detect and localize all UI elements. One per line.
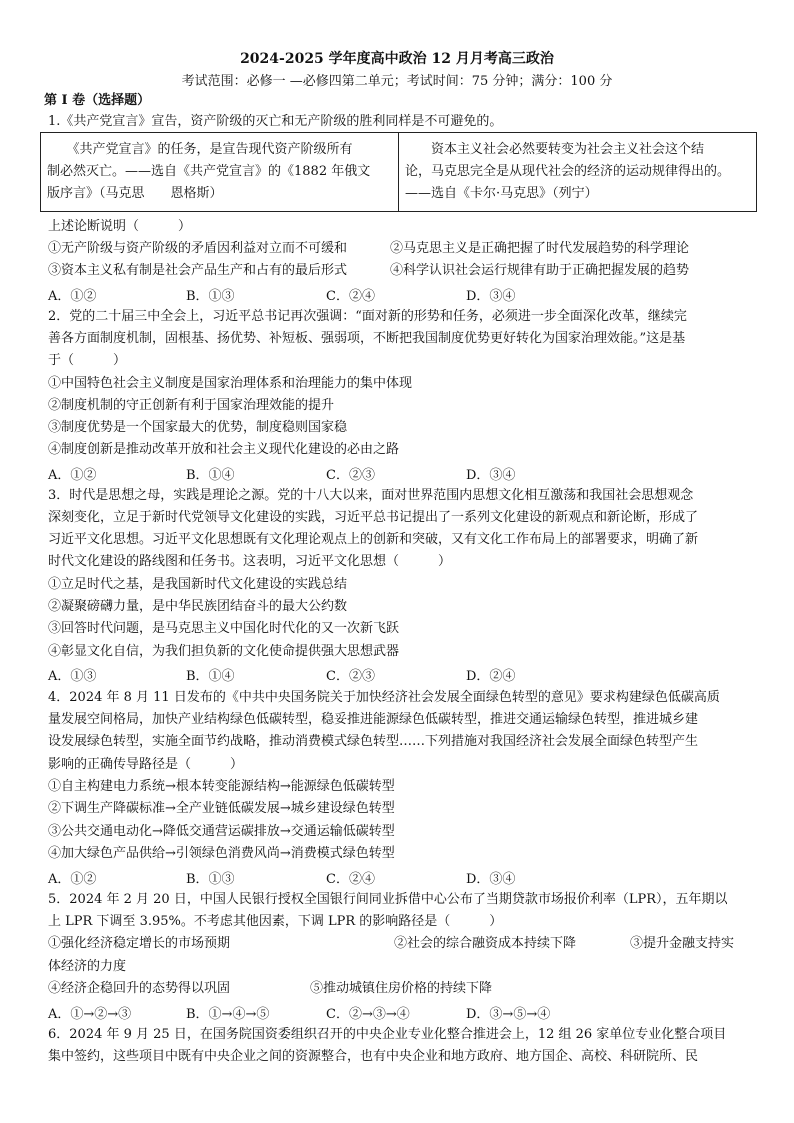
q1-quote-left-line: 制必然灭亡。——选自《共产党宣言》的《1882 年俄文 <box>47 164 371 179</box>
q2-stem-line: 善各方面制度机制，固根基、扬优势、补短板、强弱项，不断把我国制度优势更好转化为国家治理效能。”这是基 <box>48 331 686 346</box>
q5-option-a[interactable]: A．①→②→③ <box>48 1007 132 1022</box>
q4-item: ②下调生产降碳标准→全产业链低碳发展→城乡建设绿色转型 <box>48 801 395 816</box>
q1-quote-left <box>47 139 392 205</box>
q1-item: ③资本主义私有制是社会产品生产和占有的最后形式 <box>48 263 348 278</box>
q1-quote-left-line: 《共产党宣言》的任务，是宣告现代资产阶级所有 <box>47 142 353 157</box>
q1-quote-left-line: 版序言》（马克思 恩格斯） <box>47 186 223 201</box>
q1-quote-right <box>405 139 750 205</box>
q4-stem-line: 影响的正确传导路径是（ ） <box>48 757 244 772</box>
q4-item: ①自主构建电力系统→根本转变能源结构→能源绿色低碳转型 <box>48 779 395 794</box>
q2-option-c[interactable]: C．②③ <box>326 468 375 483</box>
q5-item: ⑤推动城镇住房价格的持续下降 <box>310 981 493 996</box>
q5-option-d[interactable]: D．③→⑤→④ <box>466 1007 551 1022</box>
exam-subtitle: 考试范围：必修一 —必修四第二单元；考试时间：75 分钟；满分：100 分 <box>181 74 613 89</box>
q5-options <box>48 1003 748 1021</box>
q3-item: ④彰显文化自信，为我们担负新的文化使命提供强大思想武器 <box>48 644 400 659</box>
q1-item: ②马克思主义是正确把握了时代发展趋势的科学理论 <box>390 241 690 256</box>
q1-stem: 1.《共产党宣言》宣告，资产阶级的灭亡和无产阶级的胜利同样是不可避免的。 <box>48 114 503 129</box>
q4-item: ③公共交通电动化→降低交通营运碳排放→交通运输低碳转型 <box>48 824 395 839</box>
q1-item: ④科学认识社会运行规律有助于正确把握发展的趋势 <box>390 263 690 278</box>
q5-items-row <box>48 980 758 998</box>
q5-item: ②社会的综合融资成本持续下降 <box>394 936 577 951</box>
q3-stem-line: 时代文化建设的路线图和任务书。这表明，习近平文化思想（ ） <box>48 554 452 569</box>
q1-quote-right-line: 论，马克思完全是从现代社会的经济的运动规律得出的。 <box>405 164 731 179</box>
q5-item: ①强化经济稳定增长的市场预期 <box>48 936 231 951</box>
q5-item: ③提升金融支持实 <box>630 936 735 951</box>
q2-item: ④制度创新是推动改革开放和社会主义现代化建设的必由之路 <box>48 442 400 457</box>
q1-quote-right-line: 资本主义社会必然要转变为社会主义社会这个结 <box>405 142 705 157</box>
q2-options <box>48 464 748 482</box>
q1-option-c[interactable]: C．②④ <box>326 289 375 304</box>
q1-quote-right-line: ——选自《卡尔·马克思》（列宁） <box>405 186 598 201</box>
q4-option-a[interactable]: A．①② <box>48 872 97 887</box>
exam-title: 2024-2025 学年度高中政治 12 月月考高三政治 <box>240 51 554 67</box>
q1-option-b[interactable]: B．①③ <box>186 289 235 304</box>
q4-stem-line: 4．2024 年 8 月 11 日发布的《中共中央国务院关于加快经济社会发展全面绿色转型的意见》要求构建绿色低碳高质 <box>48 690 720 705</box>
q2-stem-line: 于（ ） <box>48 353 127 368</box>
q3-stem-line: 习近平文化思想。习近平文化思想既有文化理论观点上的创新和突破，又有文化工作布局上的部署要求，明确了新 <box>48 532 699 547</box>
q1-items-row <box>48 262 758 280</box>
q6-stem-line: 集中签约，这些项目中既有中央企业之间的资源整合，也有中央企业和地方政府、地方国企、高校、科研院所、民 <box>48 1049 699 1064</box>
q1-option-d[interactable]: D．③④ <box>466 289 516 304</box>
q1-option-a[interactable]: A．①② <box>48 289 97 304</box>
q1-box-divider <box>398 133 399 211</box>
q5-items-row <box>48 935 758 953</box>
q2-option-b[interactable]: B．①④ <box>186 468 235 483</box>
q2-item: ②制度机制的守正创新有利于国家治理效能的提升 <box>48 398 335 413</box>
q1-item: ①无产阶级与资产阶级的矛盾因利益对立而不可缓和 <box>48 241 348 256</box>
q1-prompt: 上述论断说明（ ） <box>48 219 192 234</box>
q2-stem-line: 2．党的二十届三中全会上，习近平总书记再次强调：“面对新的形势和任务，必须进一步全面深化改革，继续完 <box>48 309 687 324</box>
q4-stem-line: 量发展空间格局，加快产业结构绿色低碳转型，稳妥推进能源绿色低碳转型，推进交通运输绿色转型，推进城乡建 <box>48 712 699 727</box>
q5-stem-line: 上 LPR 下调至 3.95%。不考虑其他因素，下调 LPR 的影响路径是（ ） <box>48 914 503 929</box>
q4-item: ④加大绿色产品供给→引领绿色消费风尚→消费模式绿色转型 <box>48 846 395 861</box>
q5-option-b[interactable]: B．①→④→⑤ <box>186 1007 270 1022</box>
q3-option-b[interactable]: B．①④ <box>186 669 235 684</box>
q4-option-b[interactable]: B．①③ <box>186 872 235 887</box>
q3-option-d[interactable]: D．②④ <box>466 669 516 684</box>
q3-option-c[interactable]: C．②③ <box>326 669 375 684</box>
q3-stem-line: 深刻变化，立足于新时代党领导文化建设的实践，习近平总书记提出了一系列文化建设的新观点和新论断，形成了 <box>48 510 699 525</box>
q3-options <box>48 665 748 683</box>
q5-item: ④经济企稳回升的态势得以巩固 <box>48 981 231 996</box>
q3-item: ②凝聚磅礴力量，是中华民族团结奋斗的最大公约数 <box>48 599 348 614</box>
q1-options <box>48 285 748 303</box>
q5-option-c[interactable]: C．②→③→④ <box>326 1007 410 1022</box>
q4-option-d[interactable]: D．③④ <box>466 872 516 887</box>
q3-item: ③回答时代问题，是马克思主义中国化时代化的又一次新飞跃 <box>48 621 400 636</box>
q2-option-a[interactable]: A．①② <box>48 468 97 483</box>
q3-stem-line: 3．时代是思想之母，实践是理论之源。党的十八大以来，面对世界范围内思想文化相互激荡和我国社会思想观念 <box>48 488 694 503</box>
q2-option-d[interactable]: D．③④ <box>466 468 516 483</box>
q6-stem-line: 6．2024 年 9 月 25 日，在国务院国资委组织召开的中央企业专业化整合推进会上，12 组 26 家单位专业化整合项目 <box>48 1027 727 1042</box>
q4-options <box>48 868 748 886</box>
q1-items-row <box>48 240 758 258</box>
q3-item: ①立足时代之基，是我国新时代文化建设的实践总结 <box>48 577 348 592</box>
q4-option-c[interactable]: C．②④ <box>326 872 375 887</box>
q3-option-a[interactable]: A．①③ <box>48 669 97 684</box>
q4-stem-line: 设发展绿色转型，实施全面节约战略，推动消费模式绿色转型……下列措施对我国经济社会发展全面绿色转型产生 <box>48 734 699 749</box>
section-title: 第 I 卷（选择题） <box>44 93 151 108</box>
q5-stem-line: 5．2024 年 2 月 20 日，中国人民银行授权全国银行间同业拆借中心公布了当期贷款市场报价利率（LPR），五年期以 <box>48 892 728 907</box>
q1-quote-box <box>40 132 757 212</box>
q2-item: ①中国特色社会主义制度是国家治理体系和治理能力的集中体现 <box>48 376 413 391</box>
q5-item-continuation: 体经济的力度 <box>48 959 127 974</box>
q2-item: ③制度优势是一个国家最大的优势，制度稳则国家稳 <box>48 420 348 435</box>
